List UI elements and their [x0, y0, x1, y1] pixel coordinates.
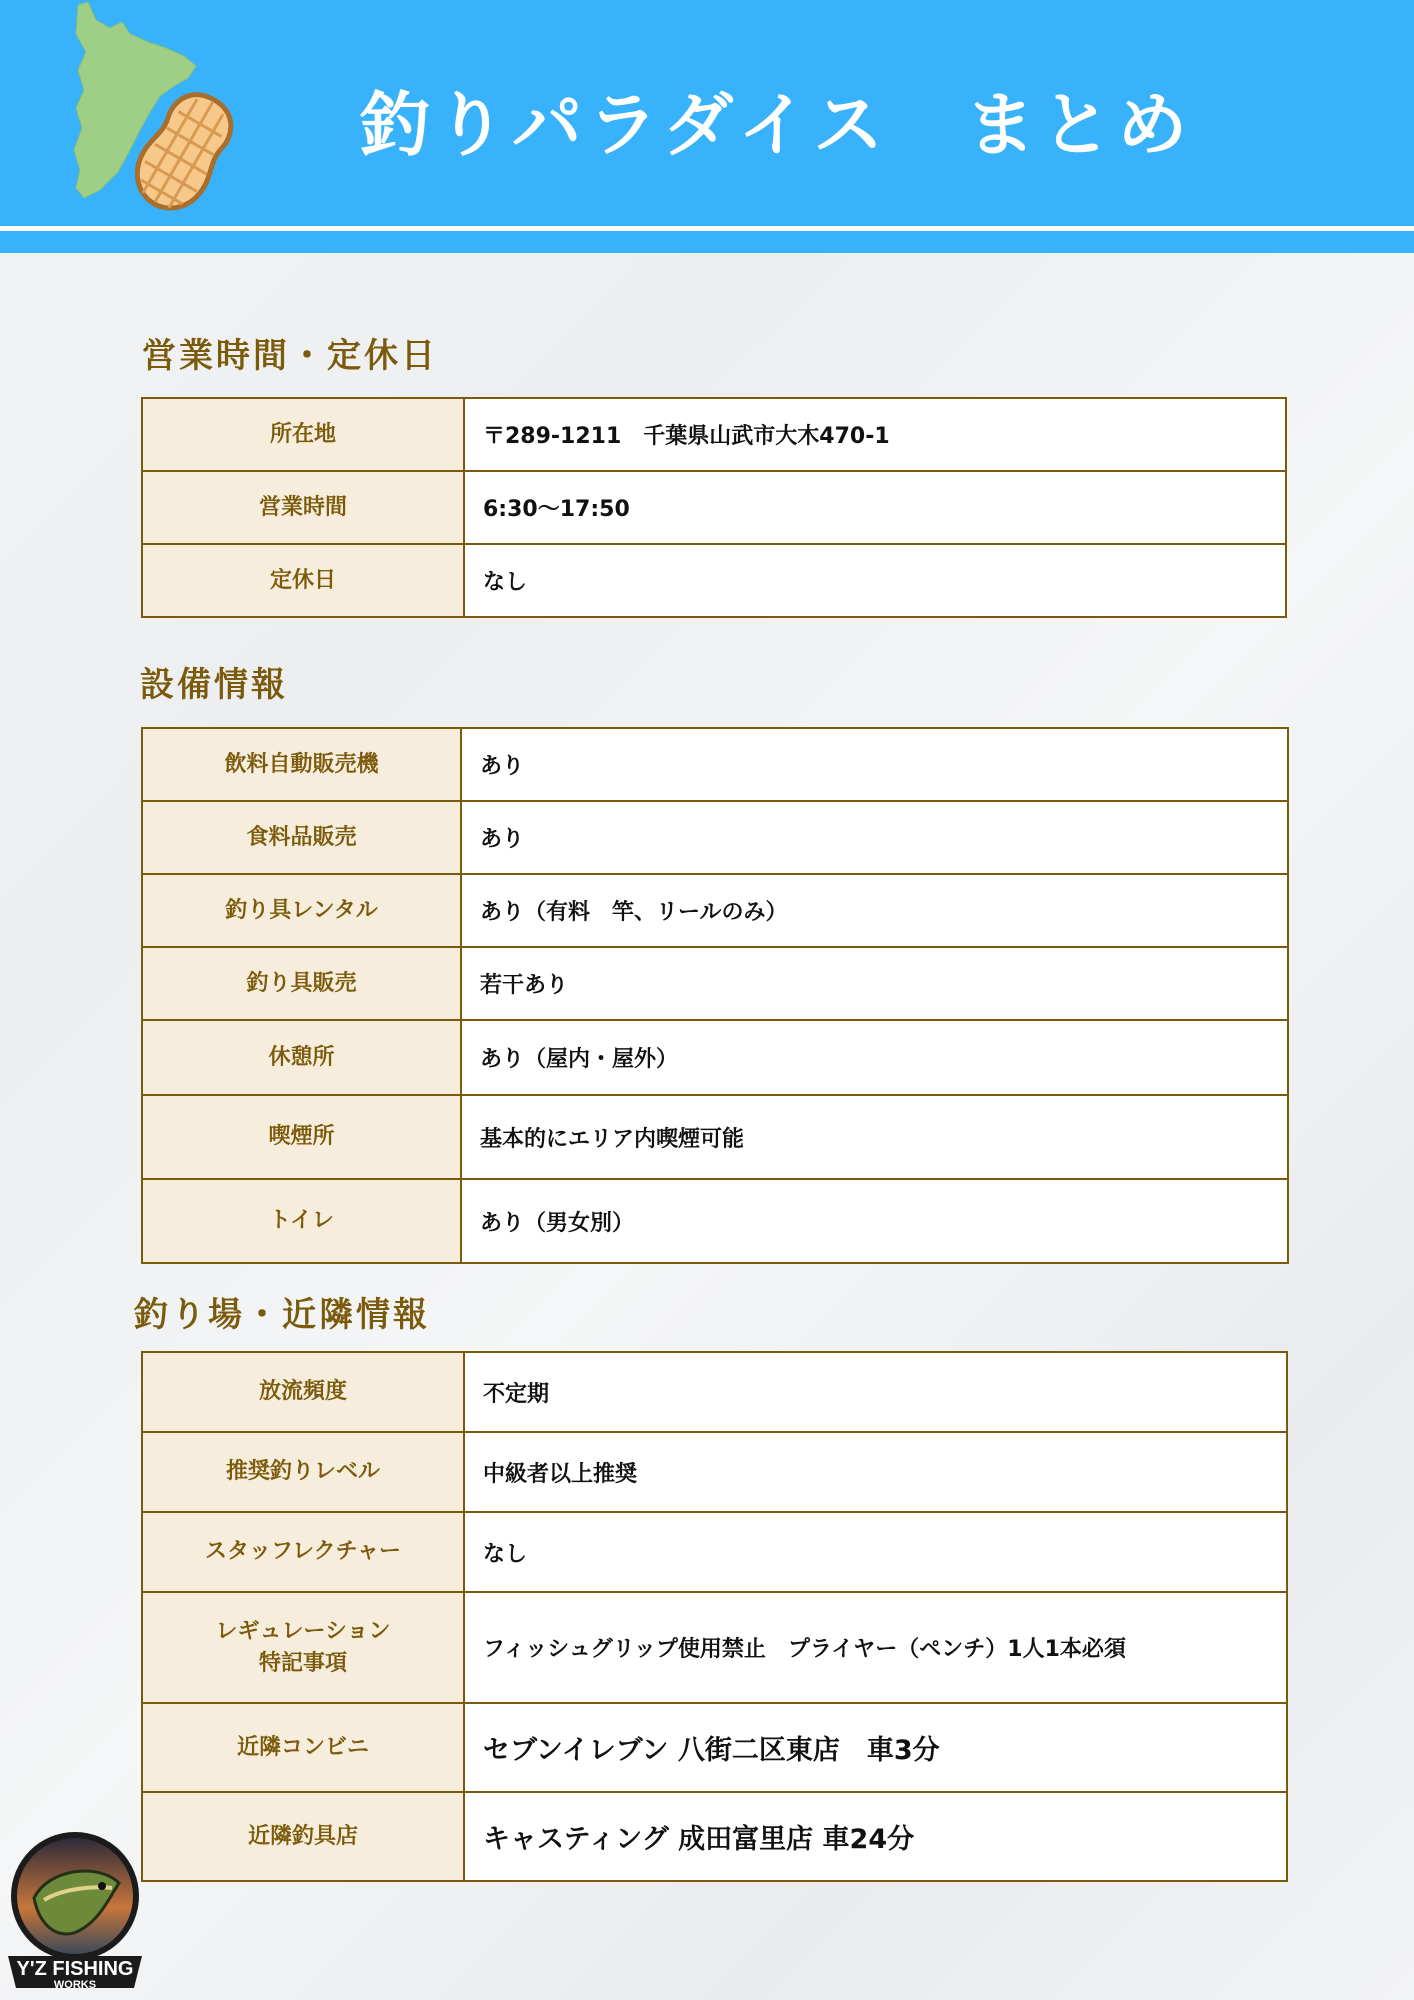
table-row — [142, 398, 1286, 471]
table-row — [142, 1703, 1287, 1792]
row-value: フィッシュグリップ使用禁止 プライヤー（ペンチ）1人1本必須 — [464, 1592, 1287, 1703]
section-title-facilities: 設備情報 — [140, 665, 288, 705]
row-value: 中級者以上推奨 — [464, 1432, 1287, 1512]
row-label: 釣り具レンタル — [142, 874, 461, 947]
table-row — [142, 544, 1286, 617]
row-label-line2: 特記事項 — [258, 1650, 347, 1676]
logo-line1: Y'Z FISHING — [16, 1958, 134, 1980]
row-value: あり — [461, 728, 1288, 801]
row-value: なし — [464, 1512, 1287, 1592]
row-label: 釣り具販売 — [142, 947, 461, 1020]
facilities-table — [141, 727, 1289, 1264]
row-label: 喫煙所 — [142, 1095, 461, 1179]
table-row — [142, 1592, 1287, 1703]
table-row — [142, 1020, 1288, 1095]
logo-line2: WORKS — [53, 1979, 97, 1991]
row-label: 飲料自動販売機 — [142, 728, 461, 801]
row-label: 営業時間 — [142, 471, 464, 544]
row-value: あり（屋内・屋外） — [461, 1020, 1288, 1095]
row-label: 定休日 — [142, 544, 464, 617]
table-row — [142, 947, 1288, 1020]
row-value: あり（有料 竿、リールのみ） — [461, 874, 1288, 947]
row-label: 食料品販売 — [142, 801, 461, 874]
table-row — [142, 1432, 1287, 1512]
row-label: 近隣コンビニ — [142, 1703, 464, 1792]
header-bottom-strip — [0, 231, 1414, 253]
row-value: 〒289-1211 千葉県山武市大木470-1 — [464, 398, 1286, 471]
table-row — [142, 1179, 1288, 1263]
row-label — [142, 1592, 464, 1703]
row-label: 放流頻度 — [142, 1352, 464, 1432]
row-value: なし — [464, 544, 1286, 617]
row-label: 近隣釣具店 — [142, 1792, 464, 1881]
row-value: 基本的にエリア内喫煙可能 — [461, 1095, 1288, 1179]
row-label: スタッフレクチャー — [142, 1512, 464, 1592]
chiba-peanut-icon — [70, 0, 260, 225]
table-row — [142, 874, 1288, 947]
table-row — [142, 1512, 1287, 1592]
row-label-line1: レギュレーション — [215, 1618, 391, 1644]
yz-fishing-works-logo — [4, 1828, 146, 1996]
row-label: 推奨釣りレベル — [142, 1432, 464, 1512]
page-title: 釣りパラダイス まとめ — [360, 84, 1194, 166]
row-value: あり（男女別） — [461, 1179, 1288, 1263]
row-label: 所在地 — [142, 398, 464, 471]
row-value: 若干あり — [461, 947, 1288, 1020]
table-row — [142, 728, 1288, 801]
row-value: 6:30〜17:50 — [464, 471, 1286, 544]
hours-table — [141, 397, 1287, 618]
section-title-hours: 営業時間・定休日 — [142, 336, 438, 376]
section-title-nearby: 釣り場・近隣情報 — [134, 1295, 430, 1335]
table-row — [142, 471, 1286, 544]
nearby-table — [141, 1351, 1288, 1882]
row-value: あり — [461, 801, 1288, 874]
table-row — [142, 1095, 1288, 1179]
table-row — [142, 1792, 1287, 1881]
row-value: セブンイレブン 八街二区東店 車3分 — [464, 1703, 1287, 1792]
table-row — [142, 1352, 1287, 1432]
row-value: キャスティング 成田富里店 車24分 — [464, 1792, 1287, 1881]
table-row — [142, 801, 1288, 874]
row-label: 休憩所 — [142, 1020, 461, 1095]
row-label: トイレ — [142, 1179, 461, 1263]
row-value: 不定期 — [464, 1352, 1287, 1432]
